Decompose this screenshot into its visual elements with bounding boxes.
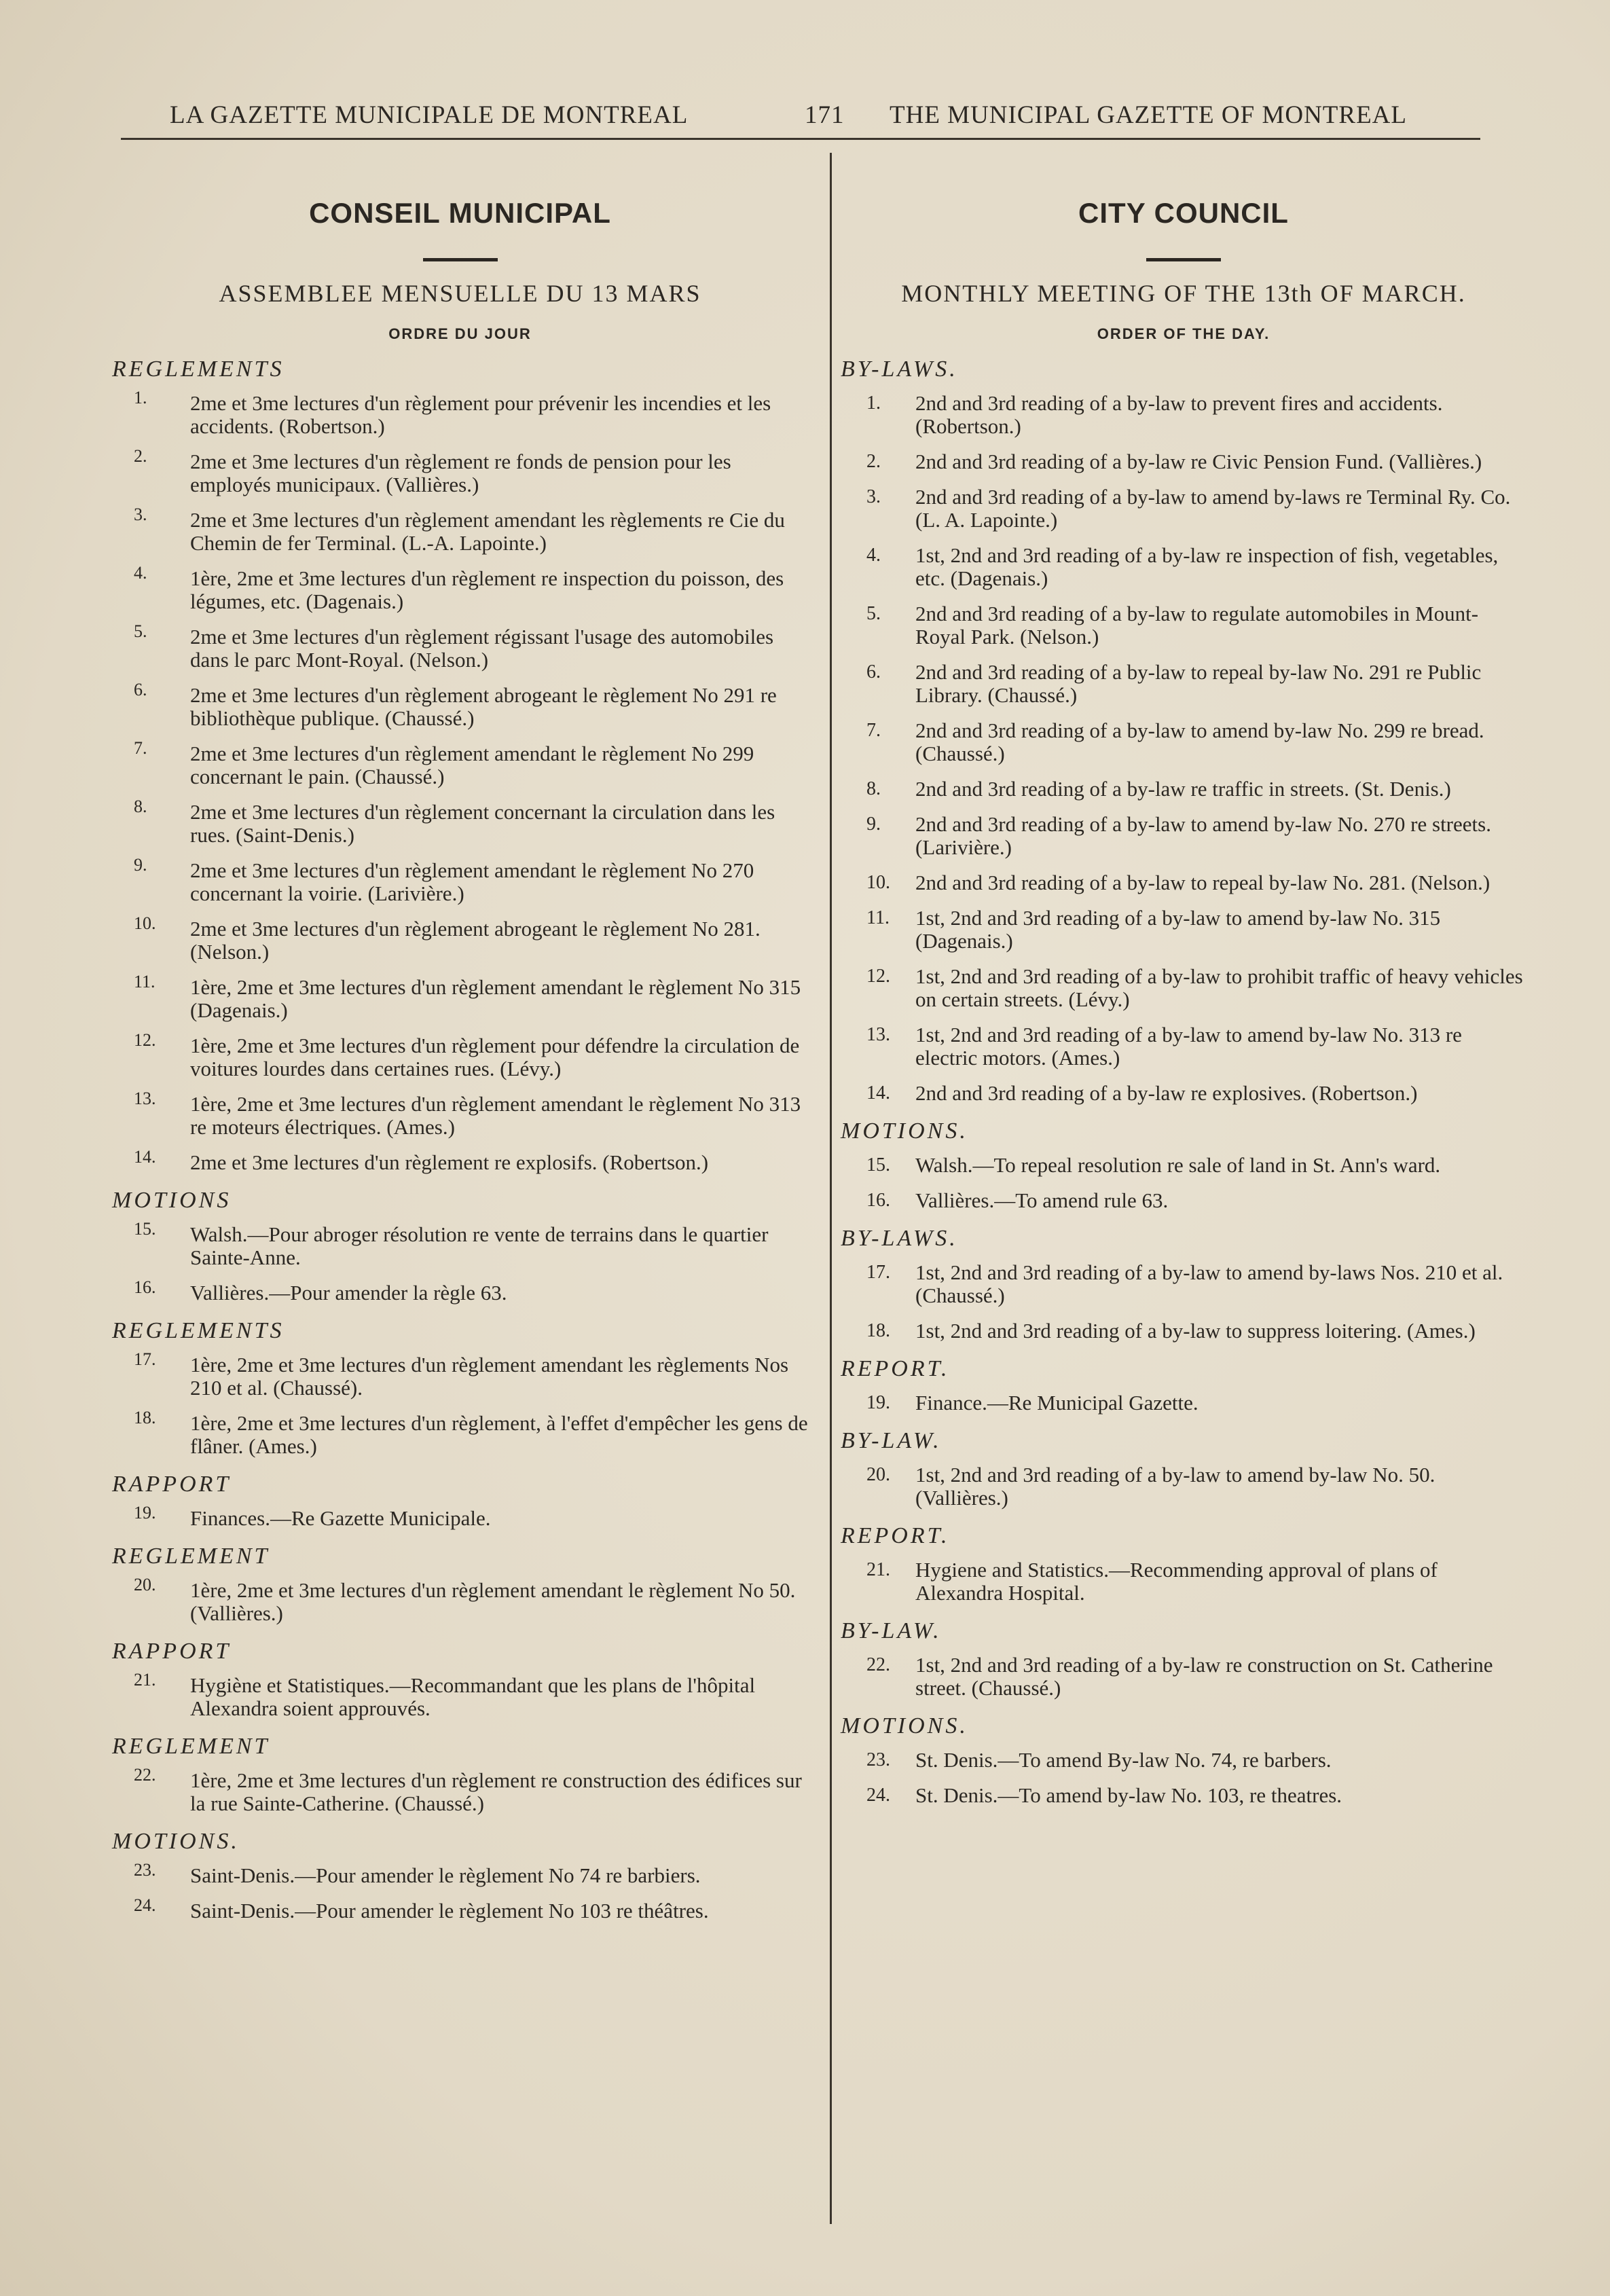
agenda-item bbox=[112, 1030, 808, 1080]
agenda-item bbox=[841, 1749, 1526, 1772]
item-number: 3. bbox=[866, 486, 881, 507]
header-french-title: LA GAZETTE MUNICIPALE DE MONTREAL bbox=[170, 101, 689, 129]
item-number: 24. bbox=[134, 1895, 156, 1915]
item-number: 20. bbox=[134, 1575, 156, 1595]
section-heading: RAPPORT bbox=[112, 1639, 232, 1664]
item-text: 1st, 2nd and 3rd reading of a by-law to amend by-law No. 50. (Vallières.) bbox=[915, 1463, 1435, 1510]
agenda-item bbox=[841, 719, 1526, 765]
item-number: 7. bbox=[134, 738, 147, 758]
item-text: 2me et 3me lectures d'un règlement amendant les règlements re Cie du Chemin de fer Terminal. (L.-A. Lapointe.) bbox=[190, 508, 785, 555]
item-number: 11. bbox=[866, 907, 890, 928]
section-heading: BY-LAWS. bbox=[841, 357, 958, 382]
item-text: 2me et 3me lectures d'un règlement re explosifs. (Robertson.) bbox=[190, 1150, 709, 1174]
item-number: 18. bbox=[866, 1320, 890, 1341]
agenda-item bbox=[841, 544, 1526, 590]
item-number: 4. bbox=[134, 563, 147, 583]
agenda-item bbox=[841, 602, 1526, 649]
item-text: Walsh.—Pour abroger résolution re vente de terrains dans le quartier Sainte-Anne. bbox=[190, 1222, 769, 1269]
item-text: 2me et 3me lectures d'un règlement abrogeant le règlement No 281. (Nelson.) bbox=[190, 917, 761, 964]
page-number: 171 bbox=[805, 101, 845, 129]
item-number: 16. bbox=[866, 1190, 890, 1211]
agenda-item bbox=[841, 1189, 1526, 1212]
item-text: 2nd and 3rd reading of a by-law re explosives. (Robertson.) bbox=[915, 1081, 1418, 1105]
item-number: 16. bbox=[134, 1277, 156, 1297]
agenda-item bbox=[112, 1408, 808, 1458]
item-text: Finance.—Re Municipal Gazette. bbox=[915, 1391, 1199, 1415]
item-text: 2me et 3me lectures d'un règlement pour prévenir les incendies et les accidents. (Robertson.) bbox=[190, 391, 771, 438]
section-heading: BY-LAWS. bbox=[841, 1226, 958, 1251]
item-text: Saint-Denis.—Pour amender le règlement No 103 re théâtres. bbox=[190, 1899, 709, 1923]
agenda-item bbox=[112, 972, 808, 1022]
agenda-item bbox=[112, 446, 808, 496]
item-text: 2nd and 3rd reading of a by-law to amend by-law No. 270 re streets. (Larivière.) bbox=[915, 812, 1491, 859]
item-text: Vallières.—Pour amender la règle 63. bbox=[190, 1281, 507, 1305]
agenda-item bbox=[841, 1654, 1526, 1700]
item-number: 17. bbox=[134, 1349, 156, 1369]
item-text: 1ère, 2me et 3me lectures d'un règlement re inspection du poisson, des légumes, etc. (Dagenais.) bbox=[190, 566, 784, 613]
agenda-item bbox=[112, 1503, 808, 1530]
agenda-item bbox=[112, 1277, 808, 1305]
agenda-item bbox=[841, 871, 1526, 894]
agenda-item bbox=[112, 855, 808, 905]
agenda-item bbox=[112, 1575, 808, 1625]
section-heading: REPORT. bbox=[841, 1523, 950, 1548]
french-sections bbox=[112, 357, 808, 1923]
item-text: 2nd and 3rd reading of a by-law re traffic in streets. (St. Denis.) bbox=[915, 777, 1451, 801]
item-number: 18. bbox=[134, 1408, 156, 1427]
item-number: 14. bbox=[134, 1147, 156, 1167]
item-text: 2me et 3me lectures d'un règlement amendant le règlement No 270 concernant la voirie. (Larivière.) bbox=[190, 858, 754, 905]
item-text: Walsh.—To repeal resolution re sale of land in St. Ann's ward. bbox=[915, 1153, 1441, 1177]
item-text: 2nd and 3rd reading of a by-law to repeal by-law No. 291 re Public Library. (Chaussé.) bbox=[915, 660, 1482, 707]
page-header bbox=[122, 101, 1487, 134]
item-text: St. Denis.—To amend by-law No. 103, re theatres. bbox=[915, 1783, 1342, 1807]
item-number: 23. bbox=[134, 1860, 156, 1880]
item-number: 24. bbox=[866, 1785, 890, 1806]
item-number: 17. bbox=[866, 1262, 890, 1283]
agenda-item bbox=[112, 1219, 808, 1269]
item-number: 14. bbox=[866, 1082, 890, 1104]
agenda-item bbox=[841, 965, 1526, 1011]
item-text: 1ère, 2me et 3me lectures d'un règlement amendant le règlement No 313 re moteurs électriques. (Ames.) bbox=[190, 1092, 801, 1139]
section-heading: BY-LAW. bbox=[841, 1428, 942, 1453]
section-heading: REPORT. bbox=[841, 1356, 950, 1381]
item-number: 6. bbox=[134, 680, 147, 699]
french-title: CONSEIL MUNICIPAL bbox=[309, 197, 611, 229]
agenda-item bbox=[841, 1784, 1526, 1807]
agenda-item bbox=[112, 563, 808, 613]
item-number: 11. bbox=[134, 972, 155, 991]
section-heading: REGLEMENTS bbox=[112, 1318, 285, 1343]
agenda-item bbox=[112, 388, 808, 438]
section-heading: MOTIONS. bbox=[112, 1829, 240, 1854]
agenda-item bbox=[112, 1670, 808, 1720]
item-text: 1st, 2nd and 3rd reading of a by-law re construction on St. Catherine street. (Chaussé.) bbox=[915, 1653, 1493, 1700]
english-order-label: ORDER OF THE DAY. bbox=[1097, 325, 1270, 342]
english-column bbox=[841, 170, 1526, 1819]
item-number: 22. bbox=[866, 1654, 890, 1675]
agenda-item bbox=[112, 913, 808, 964]
title-rule bbox=[423, 258, 498, 261]
item-number: 9. bbox=[866, 814, 881, 835]
item-text: 2me et 3me lectures d'un règlement amendant le règlement No 299 concernant le pain. (Chaussé.) bbox=[190, 742, 754, 788]
english-subtitle: MONTHLY MEETING OF THE 13th OF MARCH. bbox=[901, 280, 1466, 307]
agenda-item bbox=[841, 907, 1526, 953]
item-number: 15. bbox=[866, 1154, 890, 1176]
item-number: 8. bbox=[866, 778, 881, 799]
agenda-item bbox=[112, 680, 808, 730]
item-text: Finances.—Re Gazette Municipale. bbox=[190, 1506, 491, 1530]
item-text: 2nd and 3rd reading of a by-law to repeal by-law No. 281. (Nelson.) bbox=[915, 871, 1490, 894]
agenda-item bbox=[112, 1089, 808, 1139]
item-text: 1ère, 2me et 3me lectures d'un règlement pour défendre la circulation de voitures lourdes dans certaines rues. (Lévy.) bbox=[190, 1034, 800, 1080]
column-divider bbox=[830, 153, 832, 2224]
agenda-item bbox=[112, 797, 808, 847]
item-text: 2me et 3me lectures d'un règlement régissant l'usage des automobiles dans le parc Mont-Royal. (Nelson.) bbox=[190, 625, 774, 672]
agenda-item bbox=[112, 505, 808, 555]
header-rule bbox=[121, 138, 1480, 140]
french-column bbox=[112, 170, 808, 1935]
item-number: 19. bbox=[866, 1392, 890, 1413]
agenda-item bbox=[841, 1391, 1526, 1415]
agenda-item bbox=[841, 1261, 1526, 1307]
item-number: 2. bbox=[134, 446, 147, 466]
item-number: 12. bbox=[866, 966, 890, 987]
agenda-item bbox=[841, 392, 1526, 438]
item-number: 4. bbox=[866, 545, 881, 566]
item-text: 2nd and 3rd reading of a by-law to regulate automobiles in Mount-Royal Park. (Nelson.) bbox=[915, 602, 1479, 649]
item-number: 10. bbox=[134, 913, 156, 933]
agenda-item bbox=[112, 1147, 808, 1174]
agenda-item bbox=[841, 1023, 1526, 1070]
item-text: 2me et 3me lectures d'un règlement concernant la circulation dans les rues. (Saint-Denis.) bbox=[190, 800, 775, 847]
item-text: 1st, 2nd and 3rd reading of a by-law to amend by-law No. 315 (Dagenais.) bbox=[915, 906, 1441, 953]
item-text: Vallières.—To amend rule 63. bbox=[915, 1188, 1169, 1212]
item-text: Saint-Denis.—Pour amender le règlement No 74 re barbiers. bbox=[190, 1863, 701, 1887]
item-text: 1st, 2nd and 3rd reading of a by-law to amend by-laws Nos. 210 et al. (Chaussé.) bbox=[915, 1260, 1503, 1307]
item-text: 1st, 2nd and 3rd reading of a by-law to suppress loitering. (Ames.) bbox=[915, 1319, 1476, 1343]
item-number: 9. bbox=[134, 855, 147, 875]
item-number: 2. bbox=[866, 451, 881, 472]
item-number: 21. bbox=[134, 1670, 156, 1690]
item-text: 2me et 3me lectures d'un règlement abrogeant le règlement No 291 re bibliothèque publique. (Chaussé.) bbox=[190, 683, 777, 730]
agenda-item bbox=[112, 1860, 808, 1887]
item-number: 13. bbox=[866, 1024, 890, 1045]
agenda-item bbox=[841, 661, 1526, 707]
item-number: 21. bbox=[866, 1559, 890, 1580]
section-heading: REGLEMENT bbox=[112, 1544, 270, 1569]
agenda-item bbox=[841, 813, 1526, 859]
agenda-item bbox=[112, 738, 808, 788]
item-text: 2nd and 3rd reading of a by-law to prevent fires and accidents. (Robertson.) bbox=[915, 391, 1443, 438]
item-number: 3. bbox=[134, 505, 147, 524]
item-number: 20. bbox=[866, 1464, 890, 1485]
agenda-item bbox=[841, 1463, 1526, 1510]
item-text: 1st, 2nd and 3rd reading of a by-law re inspection of fish, vegetables, etc. (Dagenais.) bbox=[915, 543, 1499, 590]
agenda-item bbox=[841, 1082, 1526, 1105]
agenda-item bbox=[841, 450, 1526, 473]
item-number: 8. bbox=[134, 797, 147, 816]
item-text: 1ère, 2me et 3me lectures d'un règlement re construction des édifices sur la rue Sainte-Catherine. (Chaussé.) bbox=[190, 1768, 802, 1815]
item-text: 2nd and 3rd reading of a by-law to amend by-laws re Terminal Ry. Co. (L. A. Lapointe.) bbox=[915, 485, 1511, 532]
item-number: 1. bbox=[134, 388, 147, 407]
item-text: Hygiène et Statistiques.—Recommandant que les plans de l'hôpital Alexandra soient approuvés. bbox=[190, 1673, 756, 1720]
agenda-item bbox=[841, 1154, 1526, 1177]
item-text: Hygiene and Statistics.—Recommending approval of plans of Alexandra Hospital. bbox=[915, 1558, 1438, 1605]
agenda-item bbox=[112, 1895, 808, 1923]
agenda-item bbox=[112, 621, 808, 672]
section-heading: BY-LAW. bbox=[841, 1618, 942, 1643]
section-heading: MOTIONS. bbox=[841, 1713, 968, 1738]
section-heading: MOTIONS bbox=[112, 1188, 232, 1213]
title-rule bbox=[1146, 258, 1221, 261]
agenda-item bbox=[841, 486, 1526, 532]
item-text: 1ère, 2me et 3me lectures d'un règlement amendant les règlements Nos 210 et al. (Chaussé). bbox=[190, 1353, 789, 1400]
agenda-item bbox=[841, 1559, 1526, 1605]
section-heading: REGLEMENT bbox=[112, 1734, 270, 1759]
agenda-item bbox=[841, 1319, 1526, 1343]
item-text: 1ère, 2me et 3me lectures d'un règlement, à l'effet d'empêcher les gens de flâner. (Ames.) bbox=[190, 1411, 808, 1458]
item-number: 22. bbox=[134, 1765, 156, 1785]
item-number: 19. bbox=[134, 1503, 156, 1523]
item-number: 6. bbox=[866, 661, 881, 682]
item-number: 5. bbox=[134, 621, 147, 641]
section-heading: REGLEMENTS bbox=[112, 357, 285, 382]
item-number: 7. bbox=[866, 720, 881, 741]
agenda-item bbox=[112, 1765, 808, 1815]
agenda-item bbox=[841, 778, 1526, 801]
header-english-title: THE MUNICIPAL GAZETTE OF MONTREAL bbox=[890, 101, 1407, 129]
item-number: 5. bbox=[866, 603, 881, 624]
item-number: 10. bbox=[866, 872, 890, 893]
item-text: 1st, 2nd and 3rd reading of a by-law to amend by-law No. 313 re electric motors. (Ames.) bbox=[915, 1023, 1462, 1070]
item-number: 23. bbox=[866, 1749, 890, 1770]
item-number: 13. bbox=[134, 1089, 156, 1108]
item-text: 2me et 3me lectures d'un règlement re fonds de pension pour les employés municipaux. (Vallières.) bbox=[190, 450, 731, 496]
english-sections bbox=[841, 357, 1526, 1807]
french-subtitle: ASSEMBLEE MENSUELLE DU 13 MARS bbox=[219, 280, 701, 307]
item-number: 15. bbox=[134, 1219, 156, 1239]
french-order-label: ORDRE DU JOUR bbox=[388, 325, 532, 342]
section-heading: RAPPORT bbox=[112, 1472, 232, 1497]
agenda-item bbox=[112, 1349, 808, 1400]
item-text: 2nd and 3rd reading of a by-law to amend by-law No. 299 re bread. (Chaussé.) bbox=[915, 718, 1484, 765]
item-text: 1st, 2nd and 3rd reading of a by-law to prohibit traffic of heavy vehicles on certain streets. (Lévy.) bbox=[915, 964, 1523, 1011]
english-title: CITY COUNCIL bbox=[1078, 197, 1289, 229]
item-number: 12. bbox=[134, 1030, 156, 1050]
item-text: St. Denis.—To amend By-law No. 74, re barbers. bbox=[915, 1748, 1332, 1772]
section-heading: MOTIONS. bbox=[841, 1118, 968, 1144]
item-text: 2nd and 3rd reading of a by-law re Civic Pension Fund. (Vallières.) bbox=[915, 450, 1482, 473]
item-number: 1. bbox=[866, 393, 881, 414]
item-text: 1ère, 2me et 3me lectures d'un règlement amendant le règlement No 50. (Vallières.) bbox=[190, 1578, 796, 1625]
item-text: 1ère, 2me et 3me lectures d'un règlement amendant le règlement No 315 (Dagenais.) bbox=[190, 975, 801, 1022]
